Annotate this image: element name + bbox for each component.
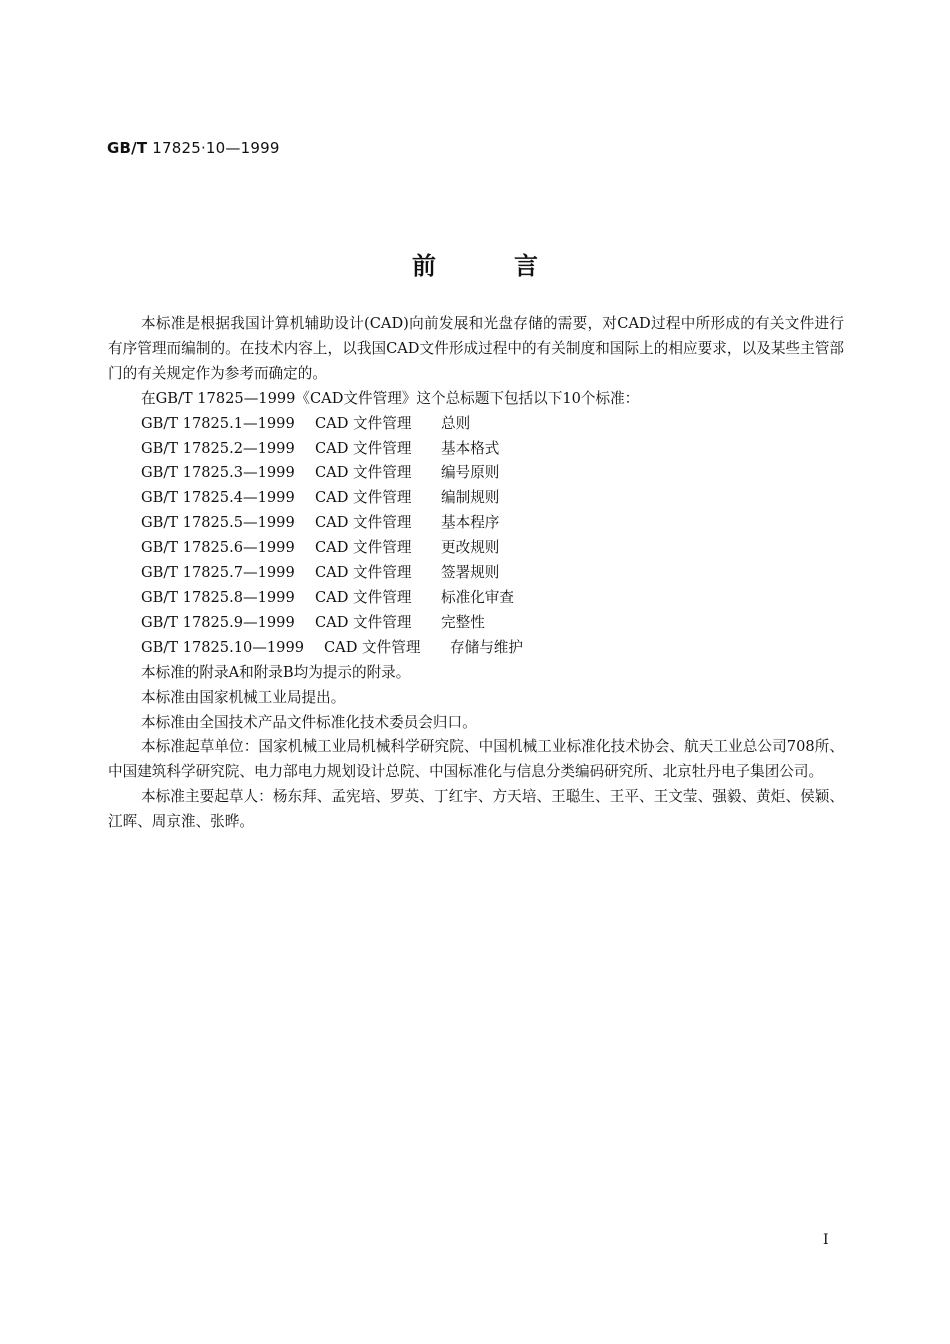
list-item: GB/T 17825.6—1999 CAD 文件管理 更改规则 [141,539,500,557]
page-number: I [823,1232,829,1248]
drafters: 本标准主要起草人：杨东拜、孟宪培、罗英、丁红宇、方天培、王聪生、王平、王文莹、强毅、黄炬、侯颖、江晖、周京淮、张晔。 [108,788,844,831]
page-header [107,139,280,157]
list-item: GB/T 17825.5—1999 CAD 文件管理 基本程序 [141,514,500,532]
body-text [108,312,844,835]
intro-paragraph-1: 本标准是根据我国计算机辅助设计(CAD)向前发展和光盘存储的需要，对CAD过程中所形成的有关文件进行有序管理而编制的。在技术内容上，以我国CAD文件形成过程中的有关制度和国际上的相应要求，以及某些主管部门的有关规定作为参考而确定的。 [108,315,844,382]
standards-list [108,412,844,661]
header-standard-code: GB/T [107,139,148,157]
list-item: GB/T 17825.8—1999 CAD 文件管理 标准化审查 [141,588,514,606]
committee-note: 本标准由全国技术产品文件标准化技术委员会归口。 [141,713,477,731]
list-item: GB/T 17825.9—1999 CAD 文件管理 完整性 [141,613,485,631]
proposer-note: 本标准由国家机械工业局提出。 [141,688,346,706]
list-item: GB/T 17825.1—1999 CAD 文件管理 总则 [141,414,471,432]
appendix-note: 本标准的附录A和附录B均为提示的附录。 [141,663,411,681]
list-item: GB/T 17825.4—1999 CAD 文件管理 编制规则 [141,489,500,507]
list-item: GB/T 17825.3—1999 CAD 文件管理 编号原则 [141,464,500,482]
header-standard-number: 17825·10—1999 [152,139,280,157]
page-title: 前言 [412,252,616,280]
list-item: GB/T 17825.2—1999 CAD 文件管理 基本格式 [141,439,500,457]
list-item: GB/T 17825.7—1999 CAD 文件管理 签署规则 [141,564,500,582]
list-item: GB/T 17825.10—1999 CAD 文件管理 存储与维护 [141,638,523,656]
drafting-units: 本标准起草单位：国家机械工业局机械科学研究院、中国机械工业标准化技术协会、航天工业总公司708所、中国建筑科学研究院、电力部电力规划设计总院、中国标准化与信息分类编码研究所、北京牡丹电子集团公司。 [108,738,844,781]
intro-paragraph-2: 在GB/T 17825—1999《CAD文件管理》这个总标题下包括以下10个标准： [141,389,640,407]
